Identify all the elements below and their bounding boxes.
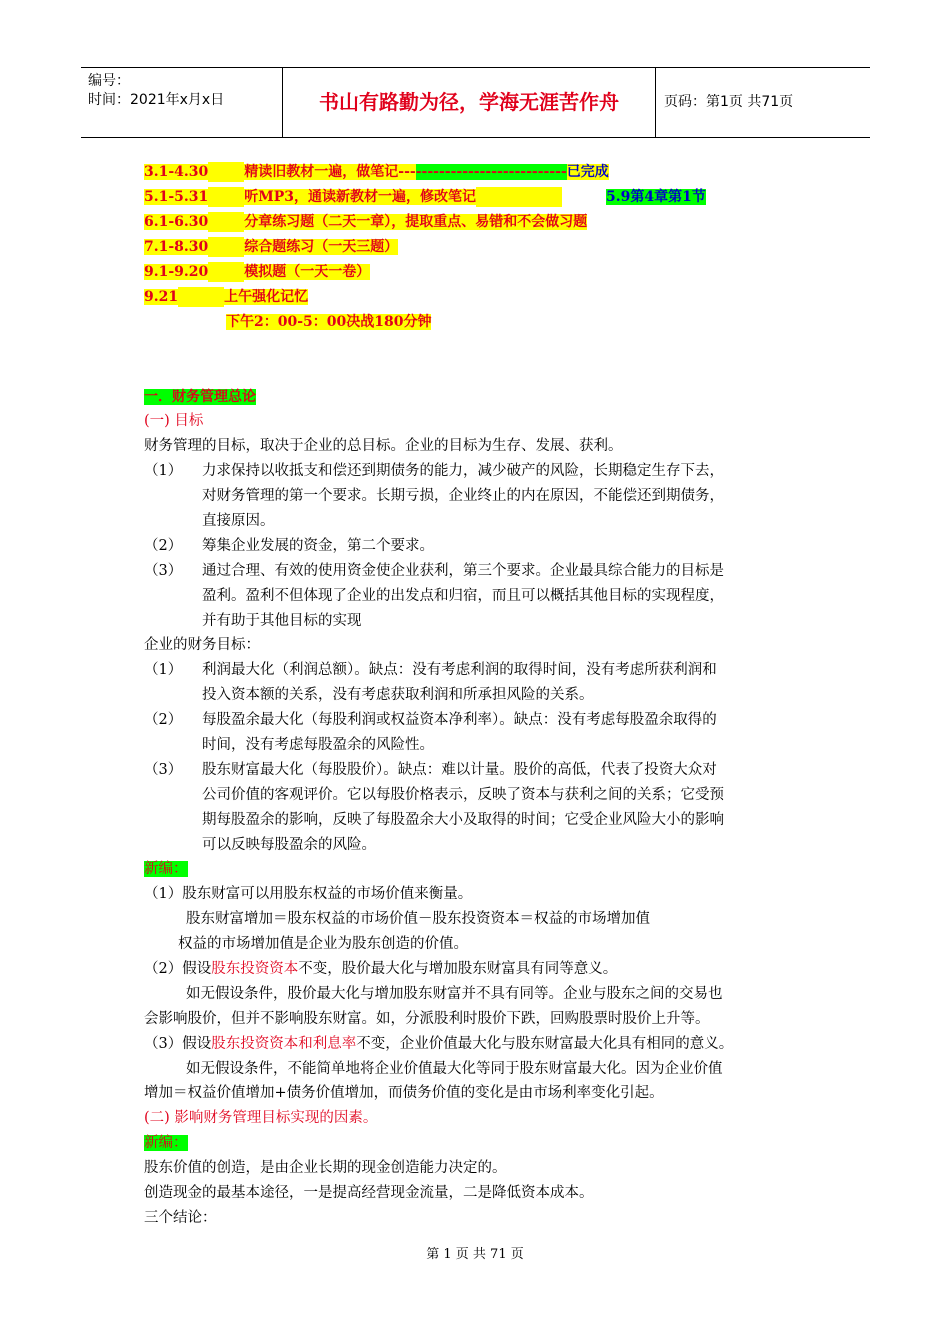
plan-row-7 xyxy=(226,312,431,332)
paragraph: 创造现金的最基本途径，一是提高经营现金流量，二是降低资本成本。 xyxy=(144,1185,594,1201)
list-text: 每股盈余最大化（每股利润或权益资本净利率）。缺点：没有考虑每股盈余取得的 xyxy=(202,712,717,728)
plan-row-6 xyxy=(144,287,308,307)
list-number: （2） xyxy=(144,712,183,728)
plan-task: 分章练习题（二天一章），提取重点、易错和不会做习题 xyxy=(244,214,588,230)
plan-progress-note: 5.9第4章第1节 xyxy=(606,189,706,205)
subsection-goal: (一) 目标 xyxy=(144,413,204,429)
section-title: 一．财务管理总论 xyxy=(144,389,256,405)
paragraph: 财务管理的目标，取决于企业的总目标。企业的目标为生存、发展、获利。 xyxy=(144,438,623,454)
plan-date: 3.1-4.30 xyxy=(144,164,209,180)
list-text: 期每股盈余的影响，反映了每股盈余大小及取得的时间；它受企业风险大小的影响 xyxy=(202,812,724,828)
list-text: 通过合理、有效的使用资金使企业获利，第三个要求。企业最具综合能力的目标是 xyxy=(202,563,724,579)
paragraph: 如无假设条件，股价最大化与增加股东财富并不具有同等。企业与股东之间的交易也 xyxy=(186,986,723,1002)
paragraph: （2）假设股东投资资本不变，股价最大化与增加股东财富具有同等意义。 xyxy=(144,961,618,977)
plan-dashes: -------------------------- xyxy=(415,164,567,180)
paragraph: 三个结论： xyxy=(144,1210,217,1226)
paragraph: 会影响股价，但并不影响股东财富。如，分派股利时股价下跌，回购股票时股价上升等。 xyxy=(144,1011,710,1027)
list-text: 投入资本额的关系，没有考虑获取利润和所承担风险的关系。 xyxy=(202,687,594,703)
subsection-factors: (二) 影响财务管理目标实现的因素。 xyxy=(144,1110,378,1126)
plan-task: 模拟题（一天一卷） xyxy=(244,264,371,280)
page-footer: 第 1 页 共 71 页 xyxy=(426,1247,524,1262)
paragraph: 权益的市场增加值是企业为股东创造的价值。 xyxy=(178,936,468,952)
list-number: （1） xyxy=(144,662,183,678)
paragraph: 如无假设条件，不能简单地将企业价值最大化等同于股东财富最大化。因为企业价值 xyxy=(186,1061,723,1077)
header-meta xyxy=(81,68,283,137)
paragraph: 股东财富增加＝股东权益的市场价值－股东投资资本＝权益的市场增加值 xyxy=(186,911,650,927)
plan-date: 9.21 xyxy=(144,289,179,305)
paragraph: 企业的财务目标： xyxy=(144,637,260,653)
list-text: 直接原因。 xyxy=(202,513,275,529)
plan-row-2 xyxy=(144,187,562,207)
list-number: （2） xyxy=(144,538,183,554)
new-edition-label: 新编： xyxy=(144,861,188,877)
list-number: （1） xyxy=(144,463,183,479)
plan-task: 下午2：00-5：00决战180分钟 xyxy=(226,314,432,330)
plan-task: 上午强化记忆 xyxy=(224,289,309,305)
header-motto: 书山有路勤为径，学海无涯苦作舟 xyxy=(283,68,656,137)
plan-date: 9.1-9.20 xyxy=(144,264,209,280)
plan-row-1 xyxy=(144,162,609,182)
page-header xyxy=(81,67,870,138)
plan-task: 综合题练习（一天三题） xyxy=(244,239,399,255)
plan-row-3 xyxy=(144,212,587,232)
paragraph: （3）假设股东投资资本和利息率不变，企业价值最大化与股东财富最大化具有相同的意义。 xyxy=(144,1036,734,1052)
plan-date: 5.1-5.31 xyxy=(144,189,209,205)
list-text: 对财务管理的第一个要求。长期亏损，企业终止的内在原因，不能偿还到期债务， xyxy=(202,488,724,504)
list-text: 时间，没有考虑每股盈余的风险性。 xyxy=(202,737,434,753)
list-text: 筹集企业发展的资金，第二个要求。 xyxy=(202,538,434,554)
number-label: 编号： xyxy=(88,73,130,89)
list-number: （3） xyxy=(144,563,183,579)
list-text: 利润最大化（利润总额）。缺点：没有考虑利润的取得时间，没有考虑所获利润和 xyxy=(202,662,717,678)
time-label: 时间：2021年x月x日 xyxy=(88,92,225,108)
plan-row-5 xyxy=(144,262,370,282)
plan-status: 已完成 xyxy=(566,164,609,180)
plan-note xyxy=(606,187,706,207)
list-text: 股东财富最大化（每股股价）。缺点：难以计量。股价的高低，代表了投资大众对 xyxy=(202,762,717,778)
plan-task: 听MP3，通读新教材一遍，修改笔记 xyxy=(244,189,477,205)
paragraph: 股东价值的创造，是由企业长期的现金创造能力决定的。 xyxy=(144,1160,507,1176)
list-number: （3） xyxy=(144,762,183,778)
plan-row-4 xyxy=(144,237,398,257)
list-text: 盈利。盈利不但体现了企业的出发点和归宿，而且可以概括其他目标的实现程度， xyxy=(202,588,724,604)
plan-date: 7.1-8.30 xyxy=(144,239,209,255)
header-page-info: 页码：第1页 共71页 xyxy=(664,94,794,110)
list-text: 力求保持以收抵支和偿还到期债务的能力，减少破产的风险，长期稳定生存下去， xyxy=(202,463,724,479)
list-text: 公司价值的客观评价。它以每股价格表示，反映了资本与获利之间的关系；它受预 xyxy=(202,787,724,803)
paragraph: （1）股东财富可以用股东权益的市场价值来衡量。 xyxy=(144,886,473,902)
new-edition-label: 新编： xyxy=(144,1135,188,1151)
list-text: 并有助于其他目标的实现 xyxy=(202,613,362,629)
list-text: 可以反映每股盈余的风险。 xyxy=(202,837,376,853)
paragraph: 增加＝权益价值增加+债务价值增加，而债务价值的变化是由市场利率变化引起。 xyxy=(144,1085,664,1101)
plan-date: 6.1-6.30 xyxy=(144,214,209,230)
plan-task: 精读旧教材一遍，做笔记--- xyxy=(244,164,416,180)
